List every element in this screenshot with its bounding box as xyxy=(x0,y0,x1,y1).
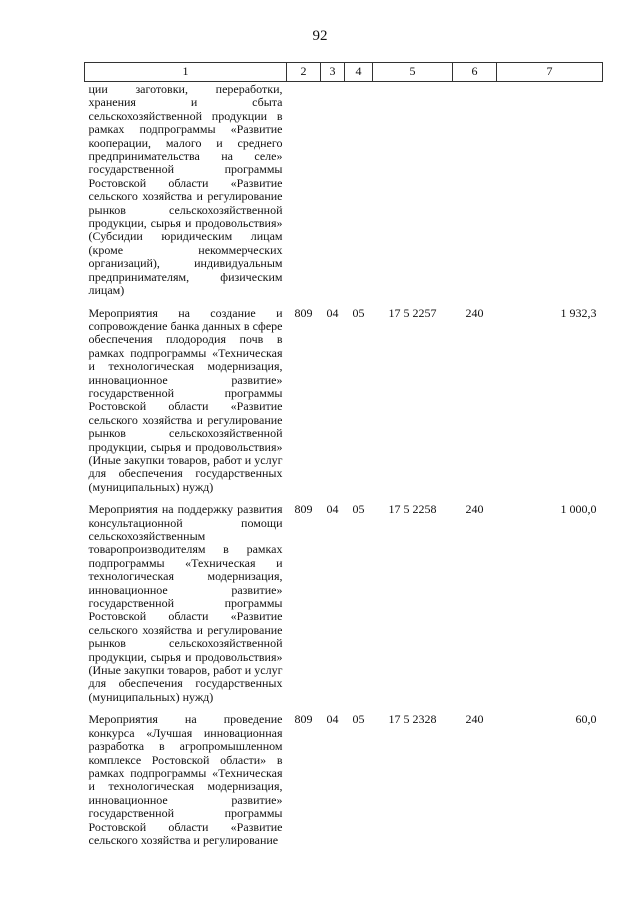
row-admin-code: 809 xyxy=(294,502,313,517)
row-expense-type: 240 xyxy=(465,305,484,320)
header-col-2: 2 xyxy=(287,63,321,82)
budget-table xyxy=(84,62,603,853)
row-expense-type: 240 xyxy=(465,712,484,727)
row-amount: 60,0 xyxy=(575,712,597,727)
row-amount: 1 932,3 xyxy=(560,305,597,320)
row-admin-code xyxy=(287,82,321,304)
row-description: Мероприятия на создание и сопровождение банка данных в сфере обеспечения плодородия почв в рамках подпрограммы «Техническая и технологическая модернизация, инновационное развитие» государственной программы Ростовской области «Развитие сельского хозяйства и регулирование рынков сельскохозяйственной продукции, сырья и продовольствия» (Иные закупки товаров, работ и услуг для обеспечения государственных (муниципальных) нужд) xyxy=(88,305,283,494)
header-col-7: 7 xyxy=(497,63,603,82)
row-target-code: 17 5 2257 xyxy=(388,305,437,320)
row-section: 04 xyxy=(326,305,339,320)
row-admin-code: 809 xyxy=(294,305,313,320)
table-row xyxy=(85,304,603,501)
row-subsection: 05 xyxy=(352,712,365,727)
row-amount: 1 000,0 xyxy=(560,502,597,517)
row-description: ции заготовки, переработки, хранения и сбыта сельскохозяйственной продукции в рамках подпрограммы «Развитие кооперации, малого и среднего предпринимательства на селе» государственной программы Ростовской области «Развитие сельского хозяйства и регулирование рынков сельскохозяйственной продукции, сырья и продовольствия» (Субсидии юридическим лицам (кроме некоммерческих организаций), индивидуальным предпринимателям, физическим лицам) xyxy=(88,82,283,298)
header-col-5: 5 xyxy=(373,63,453,82)
table-row xyxy=(85,82,603,304)
row-subsection: 05 xyxy=(352,305,365,320)
row-description: Мероприятия на проведение конкурса «Лучшая инновационная разработка в агропромышленном комплексе Ростовской области» в рамках подпрограммы «Техническая и технологическая модернизация, инновационное развитие» государственной программы Ростовской области «Развитие сельского хозяйства и регулирование xyxy=(88,712,283,847)
table-row xyxy=(85,710,603,853)
row-admin-code: 809 xyxy=(294,712,313,727)
row-target-code: 17 5 2258 xyxy=(388,502,437,517)
page-number: 92 xyxy=(312,28,328,44)
row-amount xyxy=(497,82,603,304)
row-target-code xyxy=(373,82,453,304)
header-col-4: 4 xyxy=(345,63,373,82)
header-col-6: 6 xyxy=(453,63,497,82)
row-expense-type xyxy=(453,82,497,304)
row-expense-type: 240 xyxy=(465,502,484,517)
table-body xyxy=(85,82,603,854)
row-section: 04 xyxy=(326,712,339,727)
header-col-1: 1 xyxy=(85,63,287,82)
row-subsection xyxy=(345,82,373,304)
header-row xyxy=(85,63,603,82)
row-section: 04 xyxy=(326,502,339,517)
row-description: Мероприятия на поддержку развития консультационной помощи сельскохозяйственным товаропроизводителям в рамках подпрограммы «Техническая и технологическая модернизация, инновационное развитие» государственной программы Ростовской области «Развитие сельского хозяйства и регулирование рынков сельскохозяйственной продукции, сырья и продовольствия» (Иные закупки товаров, работ и услуг для обеспечения государственных (муниципальных) нужд) xyxy=(88,502,283,704)
table-header xyxy=(85,63,603,82)
row-subsection: 05 xyxy=(352,502,365,517)
header-col-3: 3 xyxy=(321,63,345,82)
row-section xyxy=(321,82,345,304)
row-target-code: 17 5 2328 xyxy=(388,712,437,727)
table-row xyxy=(85,500,603,710)
